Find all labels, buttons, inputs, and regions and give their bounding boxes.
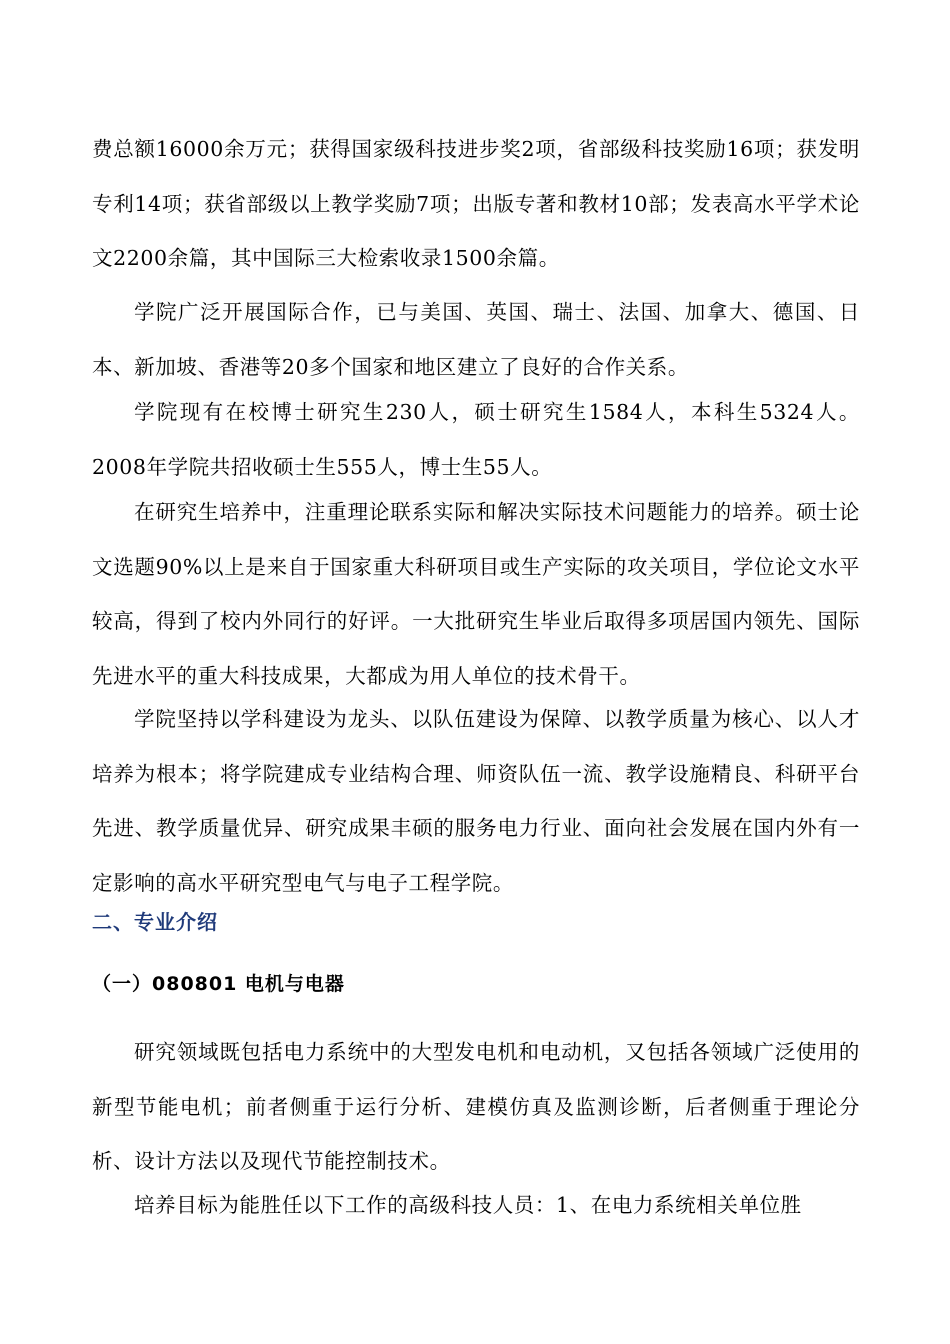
paragraph-international-cooperation: 学院广泛开展国际合作，已与美国、英国、瑞士、法国、加拿大、德国、日本、新加坡、香港等20多个国家和地区建立了良好的合作关系。 xyxy=(92,300,860,379)
paragraph-student-enrollment: 学院现有在校博士研究生230人，硕士研究生1584人，本科生5324人。2008年学院共招收硕士生555人，博士生55人。 xyxy=(92,400,860,479)
paragraph-funding-awards: 费总额16000余万元；获得国家级科技进步奖2项，省部级科技奖励16项；获发明专利14项；获省部级以上教学奖励7项；出版专著和教材10部；发表高水平学术论文2200余篇，其中国际三大检索收录1500余篇。 xyxy=(92,137,860,270)
subsection-heading: （一）080801 电机与电器 xyxy=(92,973,345,995)
paragraph-college-goals: 学院坚持以学科建设为龙头、以队伍建设为保障、以教学质量为核心、以人才培养为根本；将学院建成专业结构合理、师资队伍一流、教学设施精良、科研平台先进、教学质量优异、研究成果丰硕的服务电力行业、面向社会发展在国内外有一定影响的高水平研究型电气与电子工程学院。 xyxy=(92,707,860,895)
paragraph-research-fields: 研究领域既包括电力系统中的大型发电机和电动机，又包括各领域广泛使用的新型节能电机；前者侧重于运行分析、建模仿真及监测诊断，后者侧重于理论分析、设计方法以及现代节能控制技术。 xyxy=(92,1040,860,1173)
paragraph-training-objectives: 培养目标为能胜任以下工作的高级科技人员：1、在电力系统相关单位胜 xyxy=(134,1193,802,1217)
paragraph-graduate-training: 在研究生培养中，注重理论联系实际和解决实际技术问题能力的培养。硕士论文选题90%以上是来自于国家重大科研项目或生产实际的攻关项目，学位论文水平较高，得到了校内外同行的好评。一大批研究生毕业后取得多项居国内领先、国际先进水平的重大科技成果，大都成为用人单位的技术骨干。 xyxy=(92,500,860,688)
section-heading: 二、专业介绍 xyxy=(92,910,218,934)
